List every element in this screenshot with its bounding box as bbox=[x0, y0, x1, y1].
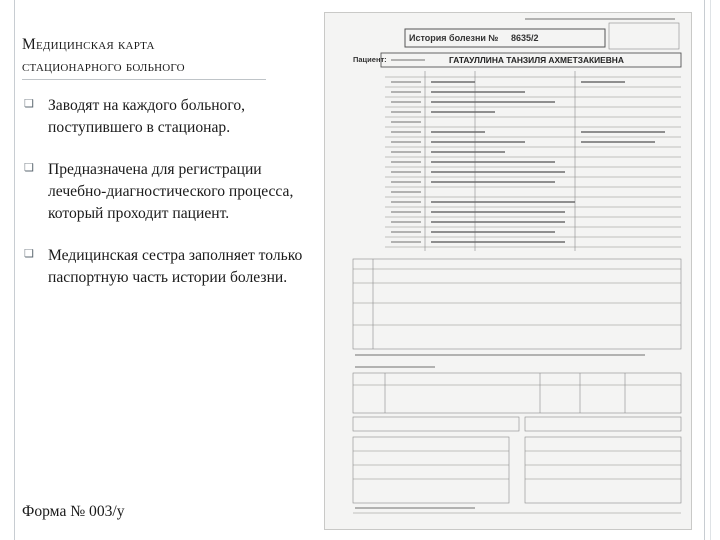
form-patient-name: ГАТАУЛЛИНА ТАНЗИЛЯ АХМЕТЗАКИЕВНА bbox=[449, 55, 624, 65]
slide-frame-right bbox=[704, 0, 705, 540]
form-header-title: История болезни № bbox=[409, 33, 499, 43]
bullet-item bbox=[24, 95, 314, 139]
form-number-caption: Форма № 003/у bbox=[22, 503, 125, 520]
slide-title-line-2: стационарного больного bbox=[22, 58, 185, 75]
slide-frame-right-inner bbox=[710, 0, 711, 540]
bullet-list bbox=[24, 95, 314, 309]
square-bullet-icon: ❏ bbox=[24, 98, 34, 110]
slide-frame-left bbox=[14, 0, 15, 540]
slide-title bbox=[22, 34, 312, 78]
square-bullet-icon: ❏ bbox=[24, 248, 34, 260]
slide-title-line-1: Медицинская карта bbox=[22, 36, 155, 53]
medical-record-form-scan bbox=[324, 12, 692, 530]
bullet-item bbox=[24, 245, 314, 289]
bullet-item bbox=[24, 159, 314, 225]
form-patient-label: Пациент: bbox=[353, 55, 387, 64]
square-bullet-icon: ❏ bbox=[24, 162, 34, 174]
title-underline bbox=[22, 79, 266, 80]
bullet-text: Заводят на каждого больного, поступившего в стационар. bbox=[48, 97, 246, 136]
bullet-text: Предназначена для регистрации лечебно-диагностического процесса, который проходит пациент. bbox=[48, 161, 294, 222]
form-case-number: 8635/2 bbox=[511, 33, 539, 43]
form-scan-illustration bbox=[325, 13, 691, 529]
bullet-text: Медицинская сестра заполняет только паспортную часть истории болезни. bbox=[48, 247, 303, 286]
